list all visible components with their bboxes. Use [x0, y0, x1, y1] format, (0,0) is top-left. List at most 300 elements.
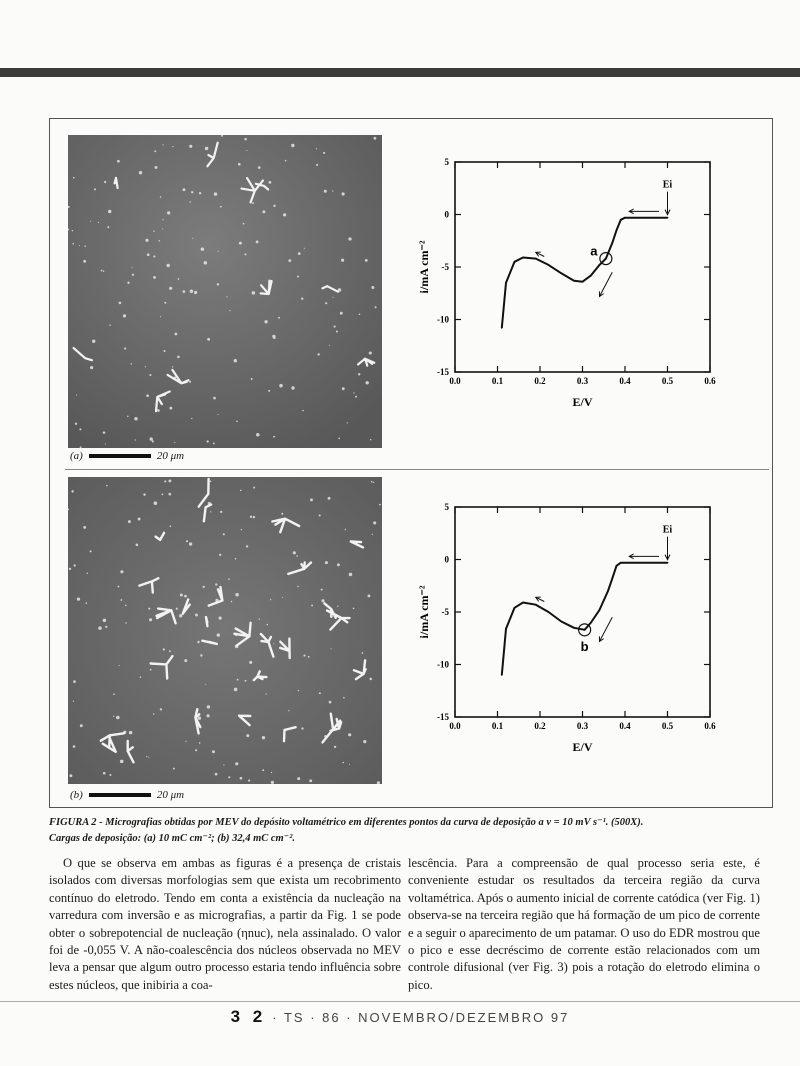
speck [348, 237, 351, 240]
speck [246, 734, 249, 737]
x-tick-label: 0.6 [704, 721, 716, 731]
speck [334, 326, 336, 328]
y-tick-label: -5 [441, 607, 449, 617]
speck [199, 192, 201, 194]
speck [127, 282, 129, 284]
speck [340, 312, 343, 315]
speck [342, 387, 345, 390]
speck [235, 558, 237, 560]
data-point [560, 273, 562, 275]
x-tick-label: 0.2 [534, 721, 546, 731]
speck [288, 259, 291, 262]
y-tick-label: 0 [444, 554, 449, 565]
speck [336, 330, 338, 332]
page-number: 3 2 [230, 1007, 267, 1026]
x-tick-label: 0.5 [661, 376, 674, 386]
speck [309, 779, 312, 782]
y-tick-label: -15 [437, 367, 449, 377]
speck [127, 416, 129, 418]
speck [73, 745, 76, 748]
panel-b-label: (b) [70, 789, 83, 801]
speck [283, 213, 286, 216]
speck [172, 366, 173, 367]
speck [207, 440, 209, 442]
scale-b-text: 20 μm [156, 789, 185, 801]
speck [325, 302, 327, 304]
x-tick-label: 0.4 [619, 376, 631, 386]
y-axis-label: i/mA cm⁻² [417, 240, 431, 294]
speck [92, 340, 95, 343]
speck [213, 442, 215, 444]
y-tick-label: -10 [437, 659, 449, 670]
speck [164, 480, 166, 482]
speck [135, 439, 136, 440]
speck [116, 716, 120, 720]
speck [177, 356, 180, 359]
speck [154, 150, 156, 152]
y-tick-label: 0 [444, 209, 449, 220]
speck [153, 255, 155, 257]
speck [218, 616, 221, 619]
speck [343, 697, 345, 699]
speck [203, 586, 205, 588]
speck [153, 230, 154, 231]
caption-line-2: Cargas de deposição: (a) 10 mC cm⁻²; (b) 32,4 mC cm⁻². [49, 833, 296, 844]
data-point [667, 217, 669, 219]
speck [207, 705, 210, 708]
speck [154, 501, 158, 505]
figure-caption [49, 815, 773, 847]
data-point [620, 562, 622, 564]
speck [329, 345, 330, 346]
speck [125, 605, 127, 607]
speck [338, 438, 340, 440]
scale-bar-b [70, 789, 184, 801]
plot-frame [455, 507, 710, 717]
speck [146, 756, 147, 757]
speck [153, 276, 156, 279]
speck [176, 608, 178, 610]
speck [334, 746, 336, 748]
speck [223, 533, 225, 535]
speck [301, 727, 303, 729]
sweep-arrow-down [600, 617, 613, 641]
speck [179, 614, 182, 617]
speck [205, 684, 206, 685]
speck [268, 390, 270, 392]
y-tick-label: 5 [444, 157, 449, 167]
speck [243, 223, 245, 225]
speck [215, 773, 218, 776]
y-tick-label: -15 [437, 712, 449, 722]
speck [129, 731, 133, 735]
speck [353, 607, 355, 609]
scale-bar-a [70, 450, 184, 462]
data-point [501, 674, 503, 676]
speck [153, 713, 154, 714]
speck [374, 137, 377, 140]
speck [205, 147, 208, 150]
speck [349, 573, 353, 577]
speck [168, 479, 171, 482]
speck [358, 373, 360, 375]
speck [85, 602, 87, 604]
speck [253, 487, 255, 489]
speck [228, 578, 230, 580]
x-tick-label: 0.2 [534, 376, 546, 386]
speck [262, 210, 265, 213]
speck [369, 678, 372, 681]
annotation-label: b [580, 638, 589, 654]
speck [249, 661, 252, 664]
speck [237, 679, 239, 681]
speck [235, 593, 238, 596]
speck [371, 481, 373, 483]
speck [150, 669, 152, 671]
speck [157, 409, 160, 412]
speck [103, 270, 105, 272]
speck [246, 150, 247, 151]
speck [250, 516, 252, 518]
speck [74, 564, 76, 566]
speck [269, 181, 272, 184]
data-point [624, 562, 626, 564]
x-tick-label: 0.0 [449, 376, 461, 386]
speck [370, 439, 371, 440]
data-point [514, 261, 516, 263]
x-axis-label: E/V [572, 395, 593, 409]
speck [149, 618, 152, 621]
speck [190, 290, 194, 294]
scale-bar-line [89, 793, 151, 797]
speck [288, 710, 289, 711]
panel-a-label: (a) [70, 450, 83, 462]
speck [256, 433, 260, 437]
speck [297, 586, 299, 588]
series-line [502, 563, 668, 675]
series-line [502, 218, 668, 328]
data-point [501, 327, 503, 329]
speck [373, 521, 376, 524]
speck [223, 764, 224, 765]
speck [234, 688, 238, 692]
micrograph-b [68, 477, 382, 784]
speck [191, 191, 193, 193]
speck [345, 529, 346, 530]
speck [167, 211, 170, 214]
data-point [522, 257, 524, 259]
data-point [535, 604, 537, 606]
micrograph-b-texture [68, 477, 382, 784]
speck [178, 278, 180, 280]
speck [272, 335, 275, 338]
speck [207, 714, 210, 717]
voltammogram-b-svg [410, 495, 730, 765]
y-tick-label: -10 [437, 314, 449, 325]
speck [152, 440, 154, 442]
speck [343, 762, 345, 764]
x-tick-label: 0.3 [576, 376, 589, 386]
data-point [611, 242, 613, 244]
figure-divider [65, 469, 769, 470]
y-tick-label: -5 [441, 262, 449, 272]
speck [301, 298, 303, 300]
data-point [560, 621, 562, 623]
speck [118, 586, 120, 588]
speck [363, 740, 366, 743]
speck [349, 764, 350, 765]
speck [147, 253, 150, 256]
speck [77, 597, 80, 600]
x-tick-label: 0.1 [491, 376, 504, 386]
speck [359, 313, 361, 315]
speck [189, 542, 192, 545]
speck [163, 648, 165, 650]
speck [117, 160, 120, 163]
data-point [582, 281, 584, 283]
y-axis-label: i/mA cm⁻² [417, 585, 431, 639]
speck [155, 166, 158, 169]
speck [258, 166, 261, 169]
speck [173, 768, 175, 770]
speck [298, 252, 301, 255]
speck [186, 540, 188, 542]
page-footer [0, 1007, 800, 1027]
data-point [535, 258, 537, 260]
speck [125, 622, 126, 623]
speck [256, 240, 259, 243]
speck [87, 573, 88, 574]
scale-bar-line [89, 454, 151, 458]
x-tick-label: 0.3 [576, 721, 589, 731]
speck [195, 614, 198, 617]
speck [175, 333, 178, 336]
speck [109, 774, 111, 776]
speck [189, 145, 192, 148]
speck [189, 201, 190, 202]
speck [195, 749, 197, 751]
speck [311, 604, 313, 606]
speck [90, 550, 92, 552]
speck [236, 421, 238, 423]
speck [174, 442, 175, 443]
speck [218, 251, 219, 252]
speck [105, 626, 107, 628]
speck [103, 431, 106, 434]
speck [138, 518, 141, 521]
speck [212, 750, 215, 753]
start-label: Ei [662, 524, 673, 536]
speck [285, 160, 287, 162]
speck [266, 693, 267, 694]
x-tick-label: 0.1 [491, 721, 504, 731]
speck [279, 384, 283, 388]
speck [321, 589, 323, 591]
speck [162, 228, 163, 229]
speck [365, 259, 368, 262]
speck [302, 410, 303, 411]
speck [234, 359, 237, 362]
speck [273, 205, 275, 207]
speck [106, 485, 108, 487]
speck [120, 570, 123, 573]
speck [235, 762, 238, 765]
data-point [505, 628, 507, 630]
speck [169, 287, 172, 290]
speck [80, 724, 83, 727]
speck [220, 206, 222, 208]
speck [251, 378, 253, 380]
speck [333, 297, 334, 298]
data-point [599, 609, 601, 611]
speck [160, 708, 162, 710]
speck [120, 599, 122, 601]
speck [252, 291, 256, 295]
speck [128, 520, 131, 523]
speck [183, 290, 186, 293]
speck [253, 516, 255, 518]
speck [332, 190, 333, 191]
speck [69, 568, 71, 570]
data-point [667, 562, 669, 564]
speck [169, 650, 171, 652]
speck [365, 381, 368, 384]
speck [271, 772, 272, 773]
speck [248, 780, 250, 782]
speck [355, 396, 357, 398]
speck [379, 504, 381, 506]
speck [109, 324, 110, 325]
speck [119, 665, 120, 666]
speck [238, 163, 241, 166]
voltammogram-chart-a [410, 150, 730, 420]
data-point [573, 280, 575, 282]
voltammogram-a-svg [410, 150, 730, 420]
data-point [633, 562, 635, 564]
data-point [624, 217, 626, 219]
speck [296, 555, 298, 557]
speck [210, 480, 212, 482]
speck [184, 595, 187, 598]
speck [273, 436, 274, 437]
speck [220, 511, 222, 513]
speck [113, 716, 114, 717]
speck [123, 314, 126, 317]
speck [172, 146, 173, 147]
data-point [616, 565, 618, 567]
caption-line-1: FIGURA 2 - Micrografias obtidas por MEV do depósito voltamétrico em diferentes pontos da curva de deposição a v = 10 mV s⁻¹. (500X). [49, 817, 644, 828]
speck [148, 757, 149, 758]
speck [297, 275, 299, 277]
speck [168, 493, 171, 496]
data-point [633, 217, 635, 219]
speck [231, 601, 232, 602]
speck [324, 190, 327, 193]
speck [72, 230, 73, 231]
micrograph-a-texture [68, 135, 382, 448]
speck [124, 348, 126, 350]
speck [164, 302, 166, 304]
data-point [584, 629, 586, 631]
speck [83, 526, 86, 529]
body-column-1: O que se observa em ambas as figuras é a presença de cristais isolados com diversas morfologias sem que exista um recobrimento contínuo do eletrodo. Tendo em conta a existência da nucleação na varredura com inversão e as micrografias, a partir da Fig. 1 se pode obter o sobrepotencial de nucleação (ηnuc), nela assinalado. O valor foi de -0,055 V. A não-coalescência dos núcleos observada no MEV leva a pensar que algum outro processo estaria tendo influência sobre estes núcleos, que inibiria a coa- [49, 856, 401, 992]
data-point [514, 607, 516, 609]
speck [132, 274, 134, 276]
speck [139, 171, 142, 174]
speck [329, 701, 332, 704]
speck [214, 192, 217, 195]
speck [271, 781, 274, 784]
speck [159, 240, 161, 242]
speck [217, 283, 219, 285]
speck [337, 606, 338, 607]
speck [160, 196, 162, 198]
speck [228, 776, 230, 778]
speck [113, 693, 115, 695]
speck [373, 482, 374, 483]
speck [310, 498, 313, 501]
footer-rule [0, 1001, 800, 1002]
speck [162, 219, 163, 220]
annotation-label: a [590, 243, 598, 259]
data-point [607, 590, 609, 592]
x-tick-label: 0.0 [449, 721, 461, 731]
speck [191, 418, 192, 419]
speck [98, 626, 102, 630]
speck [169, 407, 172, 410]
speck [213, 397, 216, 400]
data-point [616, 229, 618, 231]
data-point [522, 602, 524, 604]
speck [103, 772, 106, 775]
speck [262, 736, 265, 739]
speck [321, 599, 324, 602]
speck [140, 676, 142, 678]
scale-a-text: 20 μm [156, 450, 185, 462]
micrograph-a [68, 135, 382, 448]
speck [328, 497, 331, 500]
speck [297, 777, 300, 780]
sweep-arrow-down [600, 272, 613, 296]
speck [183, 188, 186, 191]
speck [192, 238, 193, 239]
speck [94, 188, 96, 190]
x-tick-label: 0.4 [619, 721, 631, 731]
speck [136, 543, 139, 546]
speck [362, 652, 364, 654]
speck [303, 655, 305, 657]
speck [298, 690, 299, 691]
footer-issue: · TS · 86 · NOVEMBRO/DEZEMBRO 97 [272, 1010, 570, 1025]
speck [244, 253, 246, 255]
speck [84, 245, 85, 246]
speck [319, 692, 321, 694]
speck [73, 700, 74, 701]
data-point [605, 258, 607, 260]
speck [130, 363, 132, 365]
speck [240, 490, 242, 492]
speck [240, 777, 243, 780]
crystal [206, 617, 207, 626]
speck [281, 513, 283, 515]
data-point [620, 219, 622, 221]
speck [245, 680, 247, 682]
speck [316, 164, 318, 166]
speck [304, 248, 305, 249]
speck [194, 291, 197, 294]
data-point [599, 264, 601, 266]
speck [210, 511, 211, 512]
